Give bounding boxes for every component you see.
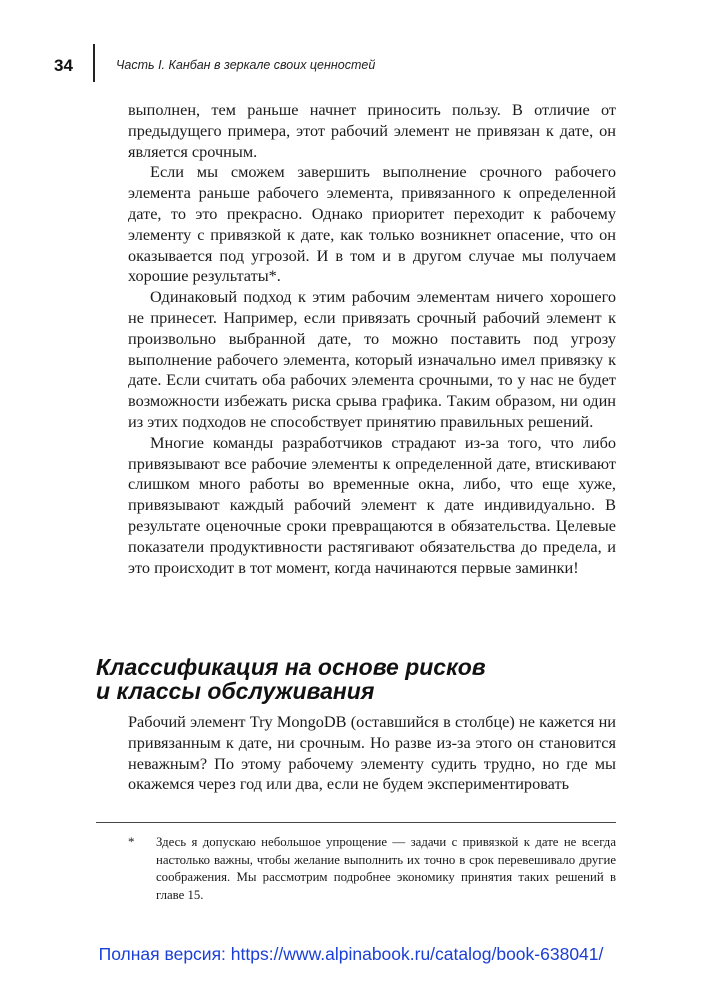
footnote-mark: *	[128, 834, 135, 849]
paragraph-4: Многие команды разработчиков страдают из-за того, что либо привязывают все рабочие элементы к определенной дате, втискивают слишком много работы во временные окна, либо, что еще хуже, привязывают каждый рабочий элемент к дате индивидуально. В результате оценочные сроки превращаются в обязательства. Целевые показатели продуктивности растягивают обязательства до предела, и это происходит в тот момент, когда начинаются первые заминки!	[128, 432, 616, 577]
section-text	[128, 712, 616, 795]
section-paragraph: Рабочий элемент Try MongoDB (оставшийся в столбце) не кажется ни привязанным к дате, ни срочным. Но разве из-за этого он становится неважным? По этому рабочему элементу судить трудно, но где мы окажемся через год или два, если не будем экспериментировать	[128, 712, 616, 794]
section-heading-line-2: и классы обслуживания	[96, 678, 375, 704]
full-version-link[interactable]: Полная версия: https://www.alpinabook.ru/catalog/book-638041/	[98, 944, 604, 964]
paragraph-1: выполнен, тем раньше начнет приносить пользу. В отличие от предыдущего примера, этот рабочий элемент не привязан к дате, он является срочным.	[128, 100, 616, 161]
main-text	[128, 100, 616, 578]
header-divider	[93, 44, 95, 82]
footnote-divider	[96, 822, 616, 823]
section-heading-line-1: Классификация на основе рисков	[96, 654, 486, 680]
section-heading	[96, 655, 636, 703]
page-header	[0, 54, 702, 84]
footnote	[128, 834, 616, 904]
paragraph-3: Одинаковый подход к этим рабочим элементам ничего хорошего не принесет. Например, если привязать срочный рабочий элемент к произвольно выбранной дате, то можно поставить под угрозу выполнение рабочего элемента, который изначально имел привязку к дате. Если считать оба рабочих элемента срочными, то у нас не будет возможности избежать риска срыва графика. Таким образом, ни один из этих подходов не способствует принятию правильных решений.	[128, 287, 616, 431]
footnote-text: Здесь я допускаю небольшое упрощение — задачи с привязкой к дате не всегда настолько важны, чтобы желание выполнить их точно в срок перевешивало другие соображения. Мы рассмотрим подробнее экономику принятия таких решений в главе 15.	[156, 835, 616, 902]
page-number: 34	[54, 56, 73, 75]
paragraph-2: Если мы сможем завершить выполнение срочного рабочего элемента раньше рабочего элемента, привязанного к определенной дате, то это прекрасно. Однако приоритет переходит к рабочему элементу с привязкой к дате, как только возникнет опасение, что он оказывается под угрозой. И в том и в другом случае мы получаем хорошие результаты*.	[128, 162, 616, 286]
running-head: Часть I. Канбан в зеркале своих ценностей	[116, 58, 376, 72]
